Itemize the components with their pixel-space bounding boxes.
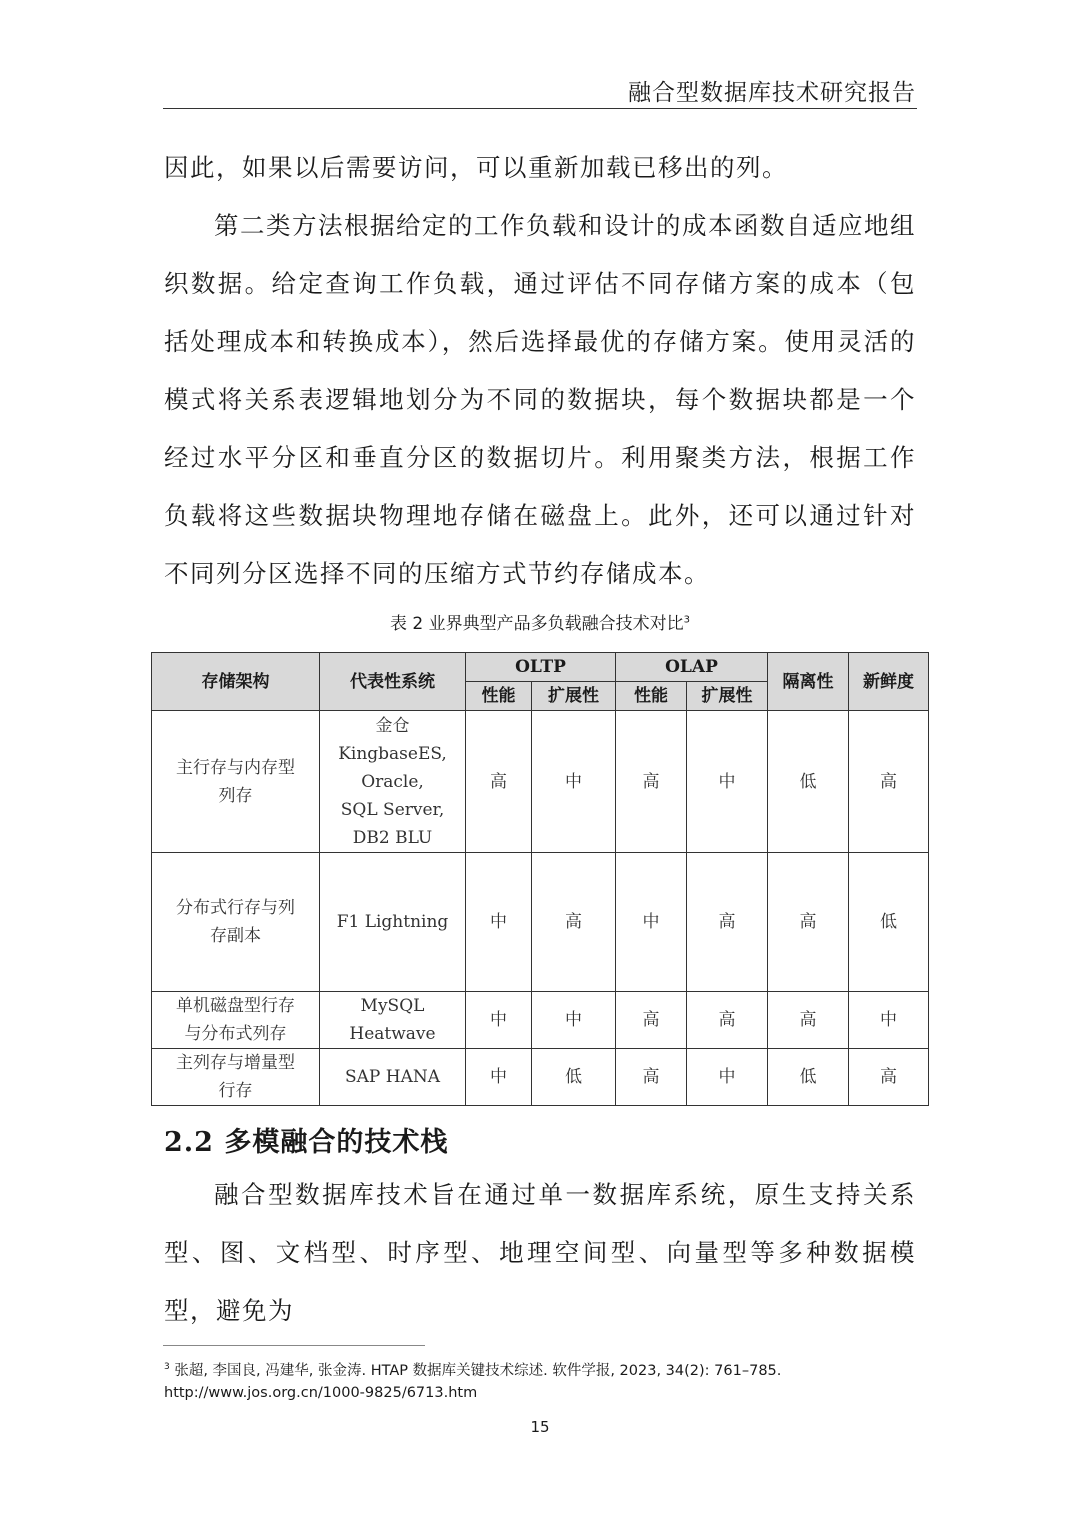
cell-olap-scale: 中 [687, 1049, 768, 1106]
cell-isolation: 高 [768, 992, 849, 1049]
footnote [164, 1356, 916, 1404]
cell-oltp-perf: 中 [466, 853, 532, 992]
cell-system [320, 1049, 466, 1106]
section-heading: 2.2 多模融合的技术栈 [164, 1127, 449, 1158]
cell-isolation: 高 [768, 853, 849, 992]
cell-storage-line: 列存 [218, 785, 253, 806]
paragraph-1: 因此，如果以后需要访问，可以重新加载已移出的列。 [164, 153, 788, 182]
cell-olap-scale: 中 [687, 711, 768, 853]
cell-storage [152, 711, 320, 853]
cell-oltp-scale: 中 [532, 992, 616, 1049]
footnote-marker: 3 [164, 1362, 170, 1372]
table-row [152, 1049, 929, 1106]
cell-oltp-perf: 高 [466, 711, 532, 853]
cell-oltp-scale: 低 [532, 1049, 616, 1106]
header-olap: OLAP [616, 653, 768, 682]
cell-storage-line: 单机磁盘型行存 [176, 996, 295, 1016]
table-row [152, 853, 929, 992]
cell-olap-scale: 高 [687, 853, 768, 992]
cell-system-line: F1 Lightning [336, 912, 449, 932]
cell-system-line: 金仓 [375, 715, 410, 736]
header-freshness: 新鲜度 [849, 653, 929, 711]
cell-storage [152, 853, 320, 992]
paragraph-2: 第二类方法根据给定的工作负载和设计的成本函数自适应地组织数据。给定查询工作负载，通过评估不同存储方案的成本（包括处理成本和转换成本），然后选择最优的存储方案。使用灵活的模式将关系表逻辑地划分为不同的数据块，每个数据块都是一个经过水平分区和垂直分区的数据切片。利用聚类方法，根据工作负载将这些数据块物理地存储在磁盘上。此外，还可以通过针对不同列分区选择不同的压缩方式节约存储成本。 [164, 211, 916, 588]
paragraph-3: 融合型数据库技术旨在通过单一数据库系统，原生支持关系型、图、文档型、时序型、地理空间型、向量型等多种数据模型，避免为 [164, 1180, 916, 1325]
table-caption-text: 表 2 业界典型产品多负载融合技术对比 [390, 614, 684, 634]
cell-isolation: 低 [768, 1049, 849, 1106]
footnote-divider [163, 1345, 425, 1346]
cell-storage-line: 存副本 [210, 926, 261, 946]
header-divider [163, 108, 917, 109]
page-number: 15 [530, 1418, 550, 1436]
table-row [152, 992, 929, 1049]
table-row [152, 711, 929, 853]
header-olap-perf: 性能 [616, 682, 687, 711]
header-olap-scale: 扩展性 [687, 682, 768, 711]
cell-olap-perf: 高 [616, 711, 687, 853]
cell-storage-line: 与分布式列存 [184, 1024, 287, 1044]
cell-freshness: 中 [849, 992, 929, 1049]
cell-oltp-scale: 高 [532, 853, 616, 992]
cell-system-line: MySQL [360, 996, 425, 1016]
cell-oltp-perf: 中 [466, 1049, 532, 1106]
cell-oltp-perf: 中 [466, 992, 532, 1049]
cell-system [320, 992, 466, 1049]
header-storage: 存储架构 [152, 653, 320, 711]
cell-olap-perf: 高 [616, 1049, 687, 1106]
cell-system-line: Heatwave [349, 1024, 436, 1044]
cell-freshness: 高 [849, 1049, 929, 1106]
header-system: 代表性系统 [320, 653, 466, 711]
cell-olap-perf: 中 [616, 853, 687, 992]
table-caption [0, 609, 1080, 634]
cell-oltp-scale: 中 [532, 711, 616, 853]
running-header-title: 融合型数据库技术研究报告 [628, 80, 916, 106]
cell-system-line: Oracle, [361, 771, 424, 792]
cell-storage-line: 分布式行存与列 [176, 898, 295, 918]
cell-system-line: SQL Server, [340, 799, 445, 820]
cell-isolation: 低 [768, 711, 849, 853]
cell-storage-line: 主行存与内存型 [176, 757, 295, 778]
cell-system-line: SAP HANA [344, 1067, 441, 1087]
header-oltp-scale: 扩展性 [532, 682, 616, 711]
cell-storage [152, 1049, 320, 1106]
cell-system-line: KingbaseES, [338, 743, 447, 764]
header-isolation: 隔离性 [768, 653, 849, 711]
cell-olap-scale: 高 [687, 992, 768, 1049]
cell-freshness: 低 [849, 853, 929, 992]
cell-storage-line: 主列存与增量型 [176, 1053, 295, 1073]
cell-system [320, 711, 466, 853]
cell-system-line: DB2 BLU [352, 827, 433, 848]
cell-system [320, 853, 466, 992]
cell-storage [152, 992, 320, 1049]
header-oltp-perf: 性能 [466, 682, 532, 711]
cell-freshness: 高 [849, 711, 929, 853]
header-oltp: OLTP [466, 653, 616, 682]
comparison-table [151, 652, 929, 1106]
footnote-ref[interactable]: 3 [683, 614, 690, 626]
cell-olap-perf: 高 [616, 992, 687, 1049]
footnote-text: 张超, 李国良, 冯建华, 张金涛. HTAP 数据库关键技术综述. 软件学报, 2023, 34(2): 761–785. http://www.jos.org.cn/1000-9825/6713.htm [164, 1362, 782, 1401]
table-header-row [152, 653, 929, 682]
cell-storage-line: 行存 [218, 1081, 253, 1101]
